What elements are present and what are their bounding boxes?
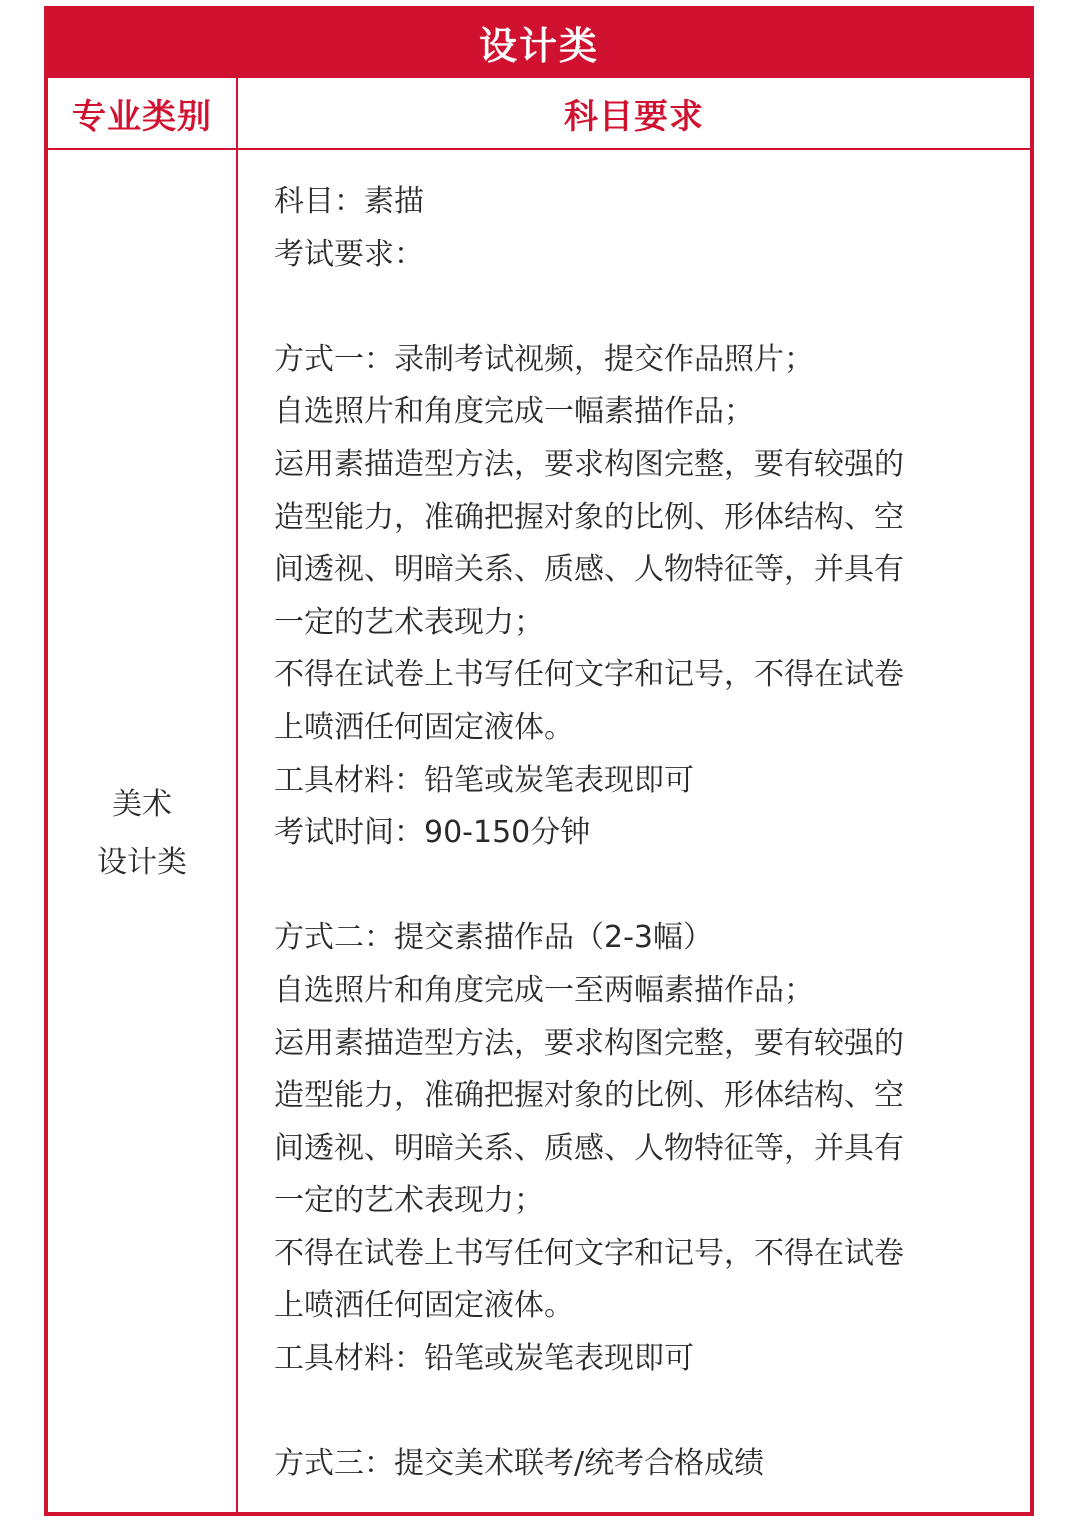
category-line: 美术 <box>112 787 172 822</box>
content-line: 一定的艺术表现力； <box>274 604 544 640</box>
content-line: 不得在试卷上书写任何文字和记号，不得在试卷 <box>274 657 904 693</box>
content-line: 一定的艺术表现力； <box>274 1183 544 1219</box>
table-title: 设计类 <box>44 6 1034 78</box>
content-line: 造型能力，准确把握对象的比例、形体结构、空 <box>274 1078 904 1114</box>
content-line: 造型能力，准确把握对象的比例、形体结构、空 <box>274 499 904 535</box>
blank-line <box>274 281 1004 334</box>
requirements-table <box>44 6 1034 1516</box>
category-line: 设计类 <box>97 845 187 880</box>
content-line: 考试要求： <box>274 236 424 272</box>
category-cell <box>48 776 236 892</box>
content-line: 运用素描造型方法，要求构图完整，要有较强的 <box>274 446 904 482</box>
content-line: 不得在试卷上书写任何文字和记号，不得在试卷 <box>274 1235 904 1271</box>
blank-line <box>274 1386 1004 1439</box>
requirements-content <box>274 176 1004 1491</box>
content-line: 方式一：录制考试视频，提交作品照片； <box>274 341 814 377</box>
content-line: 科目：素描 <box>274 184 424 219</box>
content-line: 上喷洒任何固定液体。 <box>274 709 574 745</box>
header-row <box>48 78 1030 150</box>
content-line: 工具材料：铅笔或炭笔表现即可 <box>274 1341 694 1377</box>
blank-line <box>274 860 1004 913</box>
content-line: 上喷洒任何固定液体。 <box>274 1288 574 1324</box>
column-divider <box>236 78 238 1512</box>
content-line: 方式三：提交美术联考/统考合格成绩 <box>274 1446 765 1482</box>
content-line: 工具材料：铅笔或炭笔表现即可 <box>274 762 694 798</box>
content-line: 考试时间：90-150分钟 <box>274 815 591 851</box>
content-line: 运用素描造型方法，要求构图完整，要有较强的 <box>274 1025 904 1061</box>
content-line: 方式二：提交素描作品（2-3幅） <box>274 920 713 956</box>
content-line: 间透视、明暗关系、质感、人物特征等，并具有 <box>274 552 904 588</box>
content-line: 间透视、明暗关系、质感、人物特征等，并具有 <box>274 1130 904 1166</box>
content-line: 自选照片和角度完成一幅素描作品； <box>274 394 754 430</box>
header-requirements: 科目要求 <box>564 96 704 137</box>
content-line: 自选照片和角度完成一至两幅素描作品； <box>274 972 814 1008</box>
header-category: 专业类别 <box>72 96 212 137</box>
